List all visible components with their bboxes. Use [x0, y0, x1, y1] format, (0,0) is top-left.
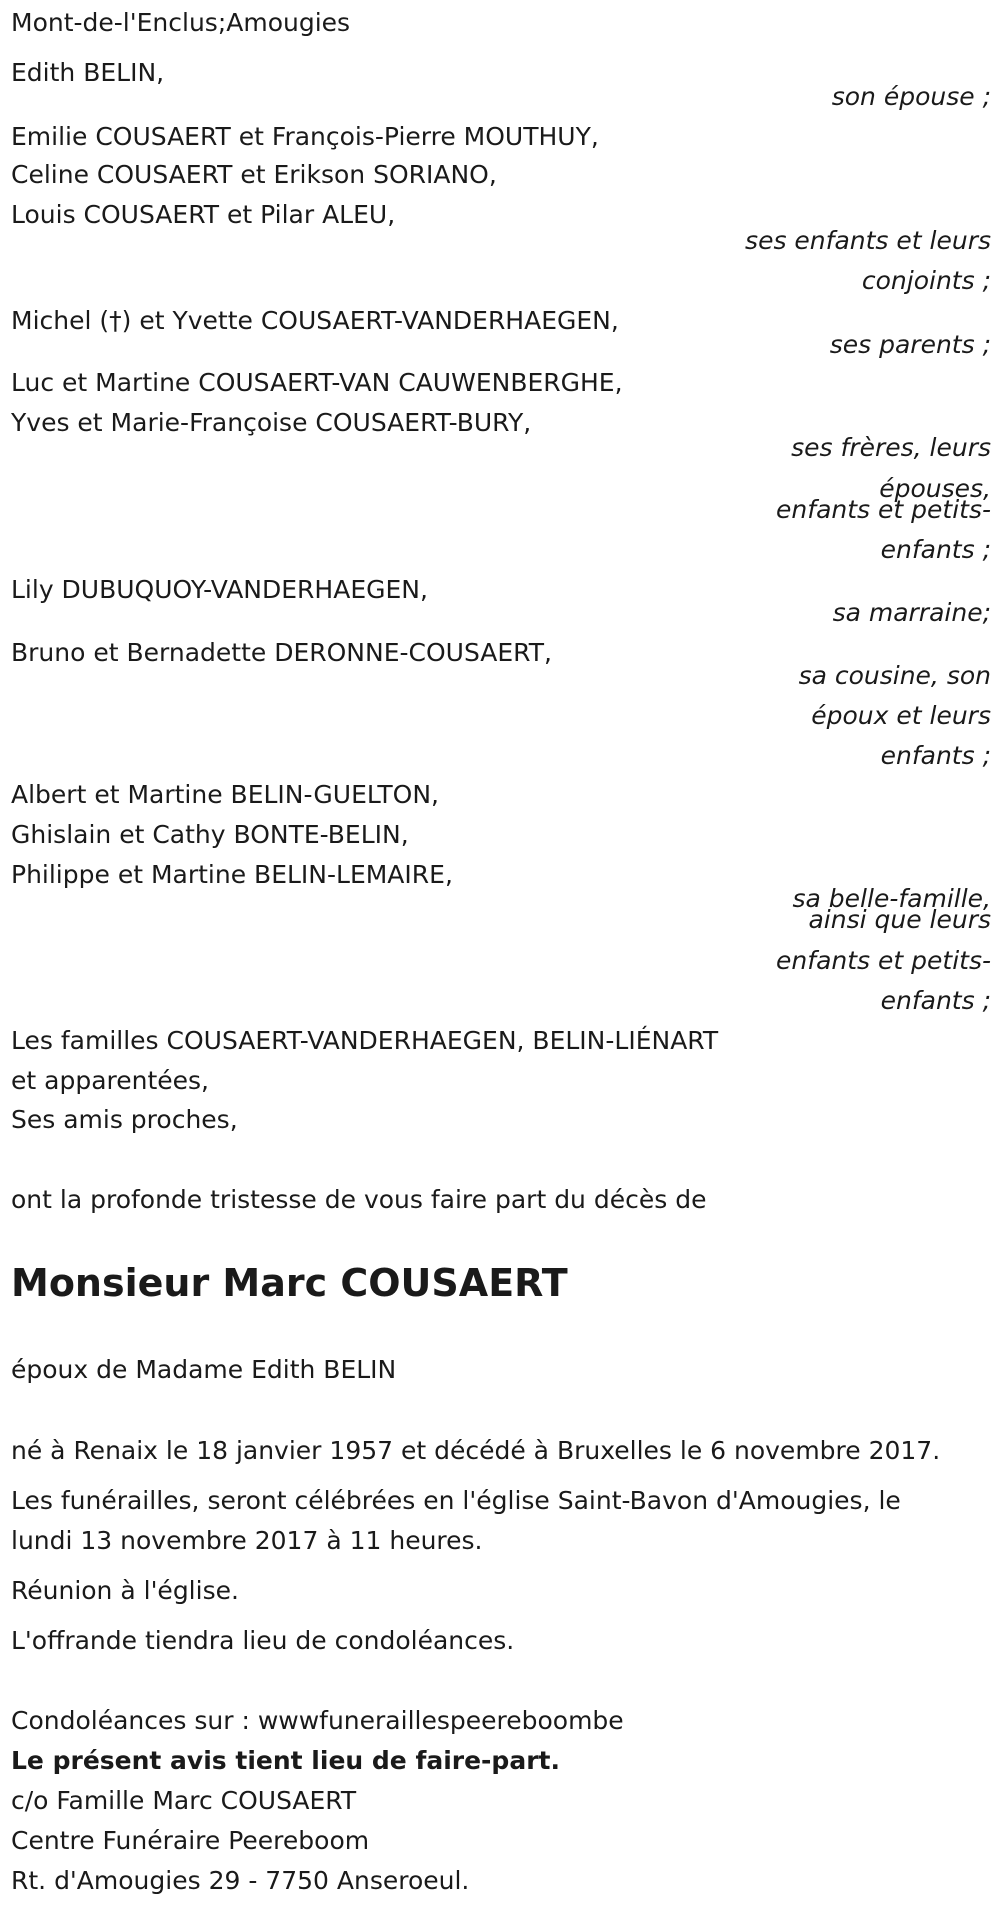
others-line-3: Ses amis proches,	[11, 1105, 238, 1134]
siblings-role-line-3: enfants et petits-	[776, 495, 991, 524]
in-law-line-1: Albert et Martine BELIN-GUELTON,	[11, 780, 439, 809]
parents-role: ses parents ;	[829, 330, 991, 359]
in-laws-role-line-3: enfants et petits-	[776, 946, 991, 975]
godmother-name: Lily DUBUQUOY-VANDERHAEGEN,	[11, 575, 428, 604]
siblings-role-line-4: enfants ;	[880, 535, 991, 564]
obituary-notice	[11, 0, 991, 1913]
spouse-name: Edith BELIN,	[11, 58, 165, 87]
child-line-1: Emilie COUSAERT et François-Pierre MOUTHUY,	[11, 122, 599, 151]
child-line-3: Louis COUSAERT et Pilar ALEU,	[11, 200, 396, 229]
deceased-name: Monsieur Marc COUSAERT	[11, 1261, 568, 1305]
siblings-role-line-1: ses frères, leurs	[791, 433, 991, 462]
children-role-line-1: ses enfants et leurs	[745, 226, 991, 255]
meeting-line: Réunion à l'église.	[11, 1576, 239, 1605]
spouse-role: son épouse ;	[831, 82, 991, 111]
in-law-line-3: Philippe et Martine BELIN-LEMAIRE,	[11, 860, 453, 889]
address-line-1: c/o Famille Marc COUSAERT	[11, 1786, 357, 1815]
children-role-line-2: conjoints ;	[861, 266, 991, 295]
funeral-line-2: lundi 13 novembre 2017 à 11 heures.	[11, 1526, 483, 1555]
cousin-role-line-3: enfants ;	[880, 741, 991, 770]
location-line: Mont-de-l'Enclus;Amougies	[11, 8, 351, 37]
child-line-2: Celine COUSAERT et Erikson SORIANO,	[11, 160, 497, 189]
in-laws-role-line-1: sa belle-famille,	[792, 884, 991, 913]
funeral-line-1: Les funérailles, seront célébrées en l'église Saint-Bavon d'Amougies, le	[11, 1486, 901, 1515]
sibling-line-1: Luc et Martine COUSAERT-VAN CAUWENBERGHE,	[11, 368, 623, 397]
cousin-role-line-2: époux et leurs	[811, 701, 991, 730]
cousin-name: Bruno et Bernadette DERONNE-COUSAERT,	[11, 638, 552, 667]
address-line-2: Centre Funéraire Peereboom	[11, 1826, 370, 1855]
cousin-role-line-1: sa cousine, son	[798, 661, 991, 690]
sibling-line-2: Yves et Marie-Françoise COUSAERT-BURY,	[11, 408, 532, 437]
announcement-intro: ont la profonde tristesse de vous faire part du décès de	[11, 1185, 707, 1214]
condolences-line: Condoléances sur : wwwfuneraillespeereboombe	[11, 1706, 624, 1735]
offering-line: L'offrande tiendra lieu de condoléances.	[11, 1626, 515, 1655]
in-laws-role-line-4: enfants ;	[880, 986, 991, 1015]
relation-line: époux de Madame Edith BELIN	[11, 1355, 397, 1384]
siblings-role-line-2: épouses,	[879, 474, 991, 503]
parents-name: Michel (†) et Yvette COUSAERT-VANDERHAEGEN,	[11, 306, 619, 335]
in-law-line-2: Ghislain et Cathy BONTE-BELIN,	[11, 820, 409, 849]
birth-death-line: né à Renaix le 18 janvier 1957 et décédé à Bruxelles le 6 novembre 2017.	[11, 1436, 941, 1465]
others-line-1: Les familles COUSAERT-VANDERHAEGEN, BELIN-LIÉNART	[11, 1026, 719, 1055]
others-line-2: et apparentées,	[11, 1066, 209, 1095]
faire-part-notice: Le présent avis tient lieu de faire-part.	[11, 1746, 560, 1775]
address-line-3: Rt. d'Amougies 29 - 7750 Anseroeul.	[11, 1866, 470, 1895]
godmother-role: sa marraine;	[832, 598, 991, 627]
in-laws-role-line-2: ainsi que leurs	[808, 905, 991, 934]
